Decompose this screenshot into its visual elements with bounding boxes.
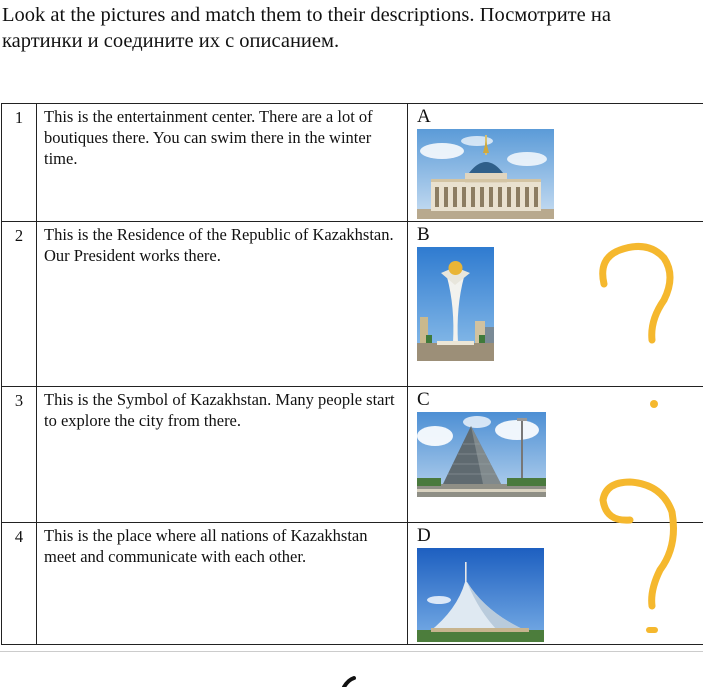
description-cell bbox=[37, 222, 408, 387]
pen-mark-bottom bbox=[344, 678, 354, 687]
picture-cell bbox=[408, 387, 703, 523]
row-number: 4 bbox=[14, 527, 24, 546]
row-number-cell bbox=[2, 387, 37, 523]
residence-building-image bbox=[417, 129, 554, 219]
picture-letter: B bbox=[417, 224, 430, 245]
table-row bbox=[2, 222, 703, 387]
pyramid-palace-image bbox=[417, 412, 546, 497]
description-cell bbox=[37, 387, 408, 523]
picture-cell bbox=[408, 523, 703, 645]
instructions bbox=[2, 2, 692, 54]
photo-residence bbox=[417, 129, 554, 219]
description-text: This is the Residence of the Republic of Kazakhstan. Our President works there. bbox=[44, 225, 394, 265]
matching-table bbox=[1, 103, 703, 645]
description-cell bbox=[37, 104, 408, 222]
description-cell bbox=[37, 523, 408, 645]
instructions-line-2: картинки и соедините их с описанием. bbox=[2, 30, 340, 52]
description-text: This is the place where all nations of Kazakhstan meet and communicate with each other. bbox=[44, 526, 368, 566]
picture-cell bbox=[408, 104, 703, 222]
photo-pyramid bbox=[417, 412, 546, 497]
photo-baiterek bbox=[417, 247, 494, 361]
picture-letter: C bbox=[417, 389, 430, 410]
picture-letter: A bbox=[417, 106, 431, 127]
row-number-cell bbox=[2, 222, 37, 387]
table-row bbox=[2, 387, 703, 523]
bottom-divider bbox=[0, 651, 703, 652]
description-text: This is the Symbol of Kazakhstan. Many people start to explore the city from there. bbox=[44, 390, 395, 430]
picture-cell bbox=[408, 222, 703, 387]
row-number: 3 bbox=[14, 391, 24, 410]
description-text: This is the entertainment center. There are a lot of boutiques there. You can swim there in the winter time. bbox=[44, 107, 373, 168]
picture-letter: D bbox=[417, 525, 431, 546]
khan-shatyr-image bbox=[417, 548, 544, 642]
row-number-cell bbox=[2, 523, 37, 645]
table-row bbox=[2, 523, 703, 645]
baiterek-tower-image bbox=[417, 247, 494, 361]
row-number-cell bbox=[2, 104, 37, 222]
instructions-line-1: Look at the pictures and match them to their descriptions. Посмотрите на bbox=[2, 4, 611, 26]
table-row bbox=[2, 104, 703, 222]
row-number: 1 bbox=[14, 108, 24, 127]
photo-khan-shatyr bbox=[417, 548, 544, 642]
row-number: 2 bbox=[14, 226, 24, 245]
